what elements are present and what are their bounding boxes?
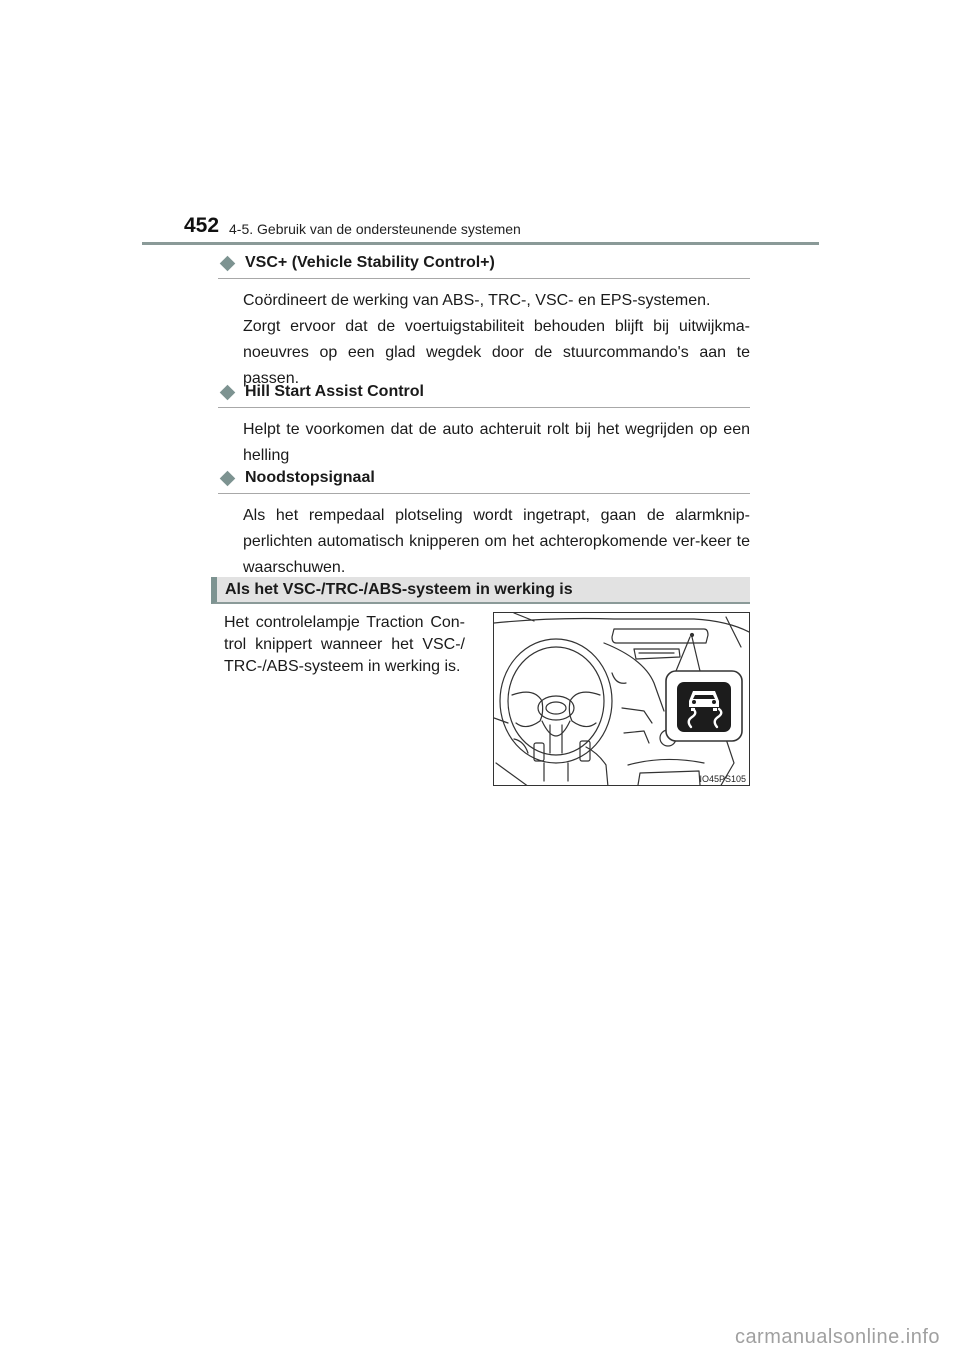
box-heading: Als het VSC-/TRC-/ABS-systeem in werking is [211, 577, 750, 604]
paragraph: Coördineert de werking van ABS-, TRC-, VSC- en EPS-systemen. [243, 292, 711, 309]
figure-code: IO45PS105 [699, 774, 746, 784]
page-number: 452 [184, 214, 220, 237]
diamond-bullet-icon [220, 255, 236, 271]
section-title: Hill Start Assist Control [245, 383, 424, 400]
diamond-bullet-icon [220, 470, 236, 486]
section-title: VSC+ (Vehicle Stability Control+) [245, 254, 495, 271]
box-paragraph: Het controlelampje Traction Con-trol knippert wanneer het VSC-/ TRC-/ABS-systeem in werking is. [224, 614, 465, 675]
section-hill-start [218, 377, 750, 469]
header-divider [142, 242, 819, 245]
section-heading [218, 248, 750, 279]
section-body [243, 417, 750, 469]
chapter-title: 4-5. Gebruik van de ondersteunende systemen [229, 221, 521, 237]
paragraph: Helpt te voorkomen dat de auto achteruit rolt bij het wegrijden op een helling [243, 421, 750, 464]
section-vsc [218, 248, 750, 392]
section-body [243, 503, 750, 581]
dashboard-figure [493, 612, 750, 786]
paragraph: Zorgt ervoor dat de voertuigstabiliteit behouden blijft bij uitwijkma-noeuvres op een glad wegdek door de stuurcommando's aan te passen. [243, 318, 750, 387]
dashboard-illustration [494, 613, 750, 786]
slip-indicator-icon [677, 682, 731, 732]
paragraph: Als het rempedaal plotseling wordt ingetrapt, gaan de alarmknip-perlichten automatisch knipperen om het achteropkomende ver-keer te waarschuwen. [243, 507, 750, 576]
diamond-bullet-icon [220, 384, 236, 400]
section-heading [218, 463, 750, 494]
section-noodstop [218, 463, 750, 581]
watermark: carmanualsonline.info [734, 1326, 940, 1348]
section-heading [218, 377, 750, 408]
section-title: Noodstopsignaal [245, 469, 375, 486]
